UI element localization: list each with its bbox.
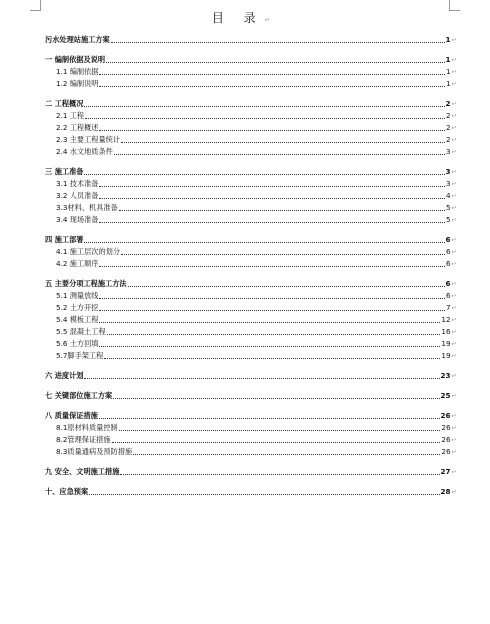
toc-entry-page-number: 6 bbox=[445, 247, 451, 256]
toc-entry-page-number: 12 bbox=[441, 315, 451, 324]
toc-entry-chapter[interactable] bbox=[45, 97, 457, 109]
dot-leader bbox=[84, 242, 444, 243]
paragraph-mark-icon: ↵ bbox=[451, 112, 457, 120]
paragraph-mark-icon: ↵ bbox=[451, 304, 457, 312]
toc-spacer bbox=[45, 45, 457, 53]
dot-leader bbox=[111, 42, 445, 43]
paragraph-mark-icon: ↵ bbox=[451, 436, 457, 444]
toc-spacer bbox=[45, 225, 457, 233]
toc-entry-label: 五 主要分项工程施工方法 bbox=[45, 279, 127, 288]
dot-leader bbox=[114, 154, 445, 155]
toc-title-text: 目 录 bbox=[211, 11, 264, 25]
toc-entry-page-number: 26 bbox=[441, 435, 451, 444]
toc-entry-page-number: 2 bbox=[445, 123, 451, 132]
dot-leader bbox=[89, 494, 439, 495]
toc-entry-label: 七 关键部位施工方案 bbox=[45, 391, 113, 400]
toc-entry-label: 三 施工准备 bbox=[45, 167, 84, 176]
toc-entry-page-number: 6 bbox=[445, 279, 451, 288]
paragraph-mark-icon: ↵ bbox=[451, 136, 457, 144]
toc-entry-section[interactable] bbox=[45, 245, 457, 257]
toc-entry-page-number: 6 bbox=[445, 291, 451, 300]
toc-entry-label: 2.4 水文地质条件 bbox=[56, 147, 113, 156]
toc-entry-label: 2.2 工程概述 bbox=[56, 123, 99, 132]
dot-leader bbox=[107, 334, 441, 335]
toc-spacer bbox=[45, 477, 457, 485]
dot-leader bbox=[99, 222, 445, 223]
toc-entry-page-number: 1 bbox=[445, 79, 451, 88]
toc-entry-label: 1.1 编制依据 bbox=[56, 67, 99, 76]
dot-leader bbox=[84, 174, 444, 175]
toc-entry-label: 8.3质量通病及预防措施 bbox=[56, 447, 133, 456]
toc-entry-page-number: 26 bbox=[441, 447, 451, 456]
paragraph-mark-icon: ↵ bbox=[451, 248, 457, 256]
paragraph-mark-icon: ↵ bbox=[451, 316, 457, 324]
toc-entry-page-number: 27 bbox=[440, 467, 451, 476]
toc-entry-label: 4.2 施工顺序 bbox=[56, 259, 99, 268]
toc-spacer bbox=[45, 381, 457, 389]
paragraph-mark-icon: ↵ bbox=[451, 424, 457, 432]
toc-entry-page-number: 1 bbox=[445, 55, 451, 64]
toc-entry-label: 5.4 模板工程 bbox=[56, 315, 99, 324]
toc-entry-label: 5.6 土方回填 bbox=[56, 339, 99, 348]
toc-entry-section[interactable] bbox=[45, 145, 457, 157]
toc-entry-chapter[interactable] bbox=[45, 233, 457, 245]
dot-leader bbox=[119, 430, 441, 431]
paragraph-mark-icon: ↵ bbox=[451, 292, 457, 300]
toc-entry-label: 八 质量保证措施 bbox=[45, 411, 98, 420]
toc-entry-section[interactable] bbox=[45, 201, 457, 213]
toc-entry-section[interactable] bbox=[45, 189, 457, 201]
toc-entry-section[interactable] bbox=[45, 313, 457, 325]
toc-entry-label: 十、应急预案 bbox=[45, 487, 89, 496]
paragraph-mark-icon: ↵ bbox=[264, 16, 279, 24]
toc-entry-page-number: 19 bbox=[441, 351, 451, 360]
paragraph-mark-icon: ↵ bbox=[451, 372, 457, 380]
toc-entry-page-number: 4 bbox=[445, 191, 451, 200]
toc-entry-chapter[interactable] bbox=[45, 369, 457, 381]
toc-spacer bbox=[45, 89, 457, 97]
toc-entry-label: 8.2管理保证措施 bbox=[56, 435, 111, 444]
paragraph-mark-icon: ↵ bbox=[451, 340, 457, 348]
toc-entry-label: 8.1原材料质量控制 bbox=[56, 423, 118, 432]
dot-leader bbox=[99, 186, 445, 187]
toc-entry-page-number: 16 bbox=[441, 327, 451, 336]
dot-leader bbox=[84, 106, 444, 107]
paragraph-mark-icon: ↵ bbox=[451, 216, 457, 224]
paragraph-mark-icon: ↵ bbox=[451, 68, 457, 76]
toc-entry-label: 2.3 主要工程量统计 bbox=[56, 135, 121, 144]
toc-entry-section[interactable] bbox=[45, 133, 457, 145]
toc-entry-page-number: 3 bbox=[445, 179, 451, 188]
toc-entry-page-number: 19 bbox=[441, 339, 451, 348]
toc-entry-page-number: 6 bbox=[445, 235, 451, 244]
dot-leader bbox=[120, 474, 439, 475]
toc-entry-chapter[interactable] bbox=[45, 33, 457, 45]
toc-entry-chapter[interactable] bbox=[45, 165, 457, 177]
toc-entry-section[interactable] bbox=[45, 445, 457, 457]
toc-entry-chapter[interactable] bbox=[45, 277, 457, 289]
dot-leader bbox=[99, 346, 440, 347]
toc-entry-label: 污水处理站施工方案 bbox=[45, 35, 110, 44]
toc-spacer bbox=[45, 269, 457, 277]
toc-entry-label: 九 安全、文明施工措施 bbox=[45, 467, 120, 476]
paragraph-mark-icon: ↵ bbox=[451, 100, 457, 108]
paragraph-mark-icon: ↵ bbox=[451, 468, 457, 476]
toc-entry-section[interactable] bbox=[45, 121, 457, 133]
toc-entry-section[interactable] bbox=[45, 301, 457, 313]
toc-entry-page-number: 1 bbox=[445, 35, 451, 44]
toc-entry-label: 二 工程概况 bbox=[45, 99, 84, 108]
toc-entry-page-number: 28 bbox=[440, 487, 451, 496]
dot-leader bbox=[99, 130, 445, 131]
paragraph-mark-icon: ↵ bbox=[451, 328, 457, 336]
toc-title bbox=[0, 9, 490, 26]
toc-entry-chapter[interactable] bbox=[45, 53, 457, 65]
paragraph-mark-icon: ↵ bbox=[451, 148, 457, 156]
dot-leader bbox=[113, 398, 439, 399]
toc-entry-section[interactable] bbox=[45, 421, 457, 433]
toc-entry-page-number: 25 bbox=[440, 391, 451, 400]
paragraph-mark-icon: ↵ bbox=[451, 236, 457, 244]
dot-leader bbox=[85, 118, 445, 119]
dot-leader bbox=[119, 210, 445, 211]
toc-spacer bbox=[45, 361, 457, 369]
paragraph-mark-icon: ↵ bbox=[451, 352, 457, 360]
toc-entry-section[interactable] bbox=[45, 433, 457, 445]
toc-entry-section[interactable] bbox=[45, 77, 457, 89]
toc-entry-label: 四 施工部署 bbox=[45, 235, 84, 244]
toc-entry-label: 3.4 现场准备 bbox=[56, 215, 99, 224]
toc-entry-label: 3.2 人员准备 bbox=[56, 191, 99, 200]
dot-leader bbox=[99, 86, 445, 87]
paragraph-mark-icon: ↵ bbox=[451, 260, 457, 268]
paragraph-mark-icon: ↵ bbox=[451, 56, 457, 64]
toc-entry-section[interactable] bbox=[45, 213, 457, 225]
toc-entry-section[interactable] bbox=[45, 65, 457, 77]
toc-entry-label: 一 编制依据及说明 bbox=[45, 55, 106, 64]
toc-entry-section[interactable] bbox=[45, 349, 457, 361]
paragraph-mark-icon: ↵ bbox=[451, 192, 457, 200]
toc-entry-section[interactable] bbox=[45, 289, 457, 301]
toc-entry-page-number: 7 bbox=[445, 303, 451, 312]
toc-entry-page-number: 23 bbox=[440, 371, 451, 380]
toc-entry-page-number: 5 bbox=[445, 203, 451, 212]
toc-spacer bbox=[45, 157, 457, 165]
toc-entry-chapter[interactable] bbox=[45, 389, 457, 401]
toc-entry-label: 5.5 混凝土工程 bbox=[56, 327, 106, 336]
paragraph-mark-icon: ↵ bbox=[451, 448, 457, 456]
toc-entry-chapter[interactable] bbox=[45, 485, 457, 497]
toc-entry-label: 5.7脚手架工程 bbox=[56, 351, 104, 360]
dot-leader bbox=[84, 378, 439, 379]
toc-spacer bbox=[45, 457, 457, 465]
dot-leader bbox=[99, 198, 445, 199]
dot-leader bbox=[99, 322, 440, 323]
paragraph-mark-icon: ↵ bbox=[451, 180, 457, 188]
toc-entry-page-number: 2 bbox=[445, 135, 451, 144]
paragraph-mark-icon: ↵ bbox=[451, 36, 457, 44]
paragraph-mark-icon: ↵ bbox=[451, 80, 457, 88]
toc-entry-label: 3.3材料、机具准备 bbox=[56, 203, 118, 212]
toc-entry-label: 六 进度计划 bbox=[45, 371, 84, 380]
toc-entry-label: 3.1 技术准备 bbox=[56, 179, 99, 188]
toc-entry-chapter[interactable] bbox=[45, 465, 457, 477]
toc-entry-page-number: 2 bbox=[445, 111, 451, 120]
toc-entry-page-number: 26 bbox=[440, 411, 451, 420]
dot-leader bbox=[99, 298, 445, 299]
toc-entry-section[interactable] bbox=[45, 257, 457, 269]
toc-entry-page-number: 3 bbox=[445, 167, 451, 176]
toc-entry-page-number: 1 bbox=[445, 67, 451, 76]
dot-leader bbox=[106, 62, 445, 63]
toc-entry-section[interactable] bbox=[45, 325, 457, 337]
dot-leader bbox=[99, 418, 440, 419]
dot-leader bbox=[99, 310, 445, 311]
dot-leader bbox=[128, 286, 445, 287]
toc-entry-section[interactable] bbox=[45, 177, 457, 189]
dot-leader bbox=[99, 266, 445, 267]
toc-entry-label: 2.1 工程 bbox=[56, 111, 85, 120]
paragraph-mark-icon: ↵ bbox=[451, 168, 457, 176]
toc-entry-section[interactable] bbox=[45, 109, 457, 121]
toc-entry-label: 5.2 土方开挖 bbox=[56, 303, 99, 312]
dot-leader bbox=[121, 142, 445, 143]
paragraph-mark-icon: ↵ bbox=[451, 280, 457, 288]
toc-entry-page-number: 3 bbox=[445, 147, 451, 156]
toc-entry-page-number: 26 bbox=[441, 423, 451, 432]
toc-entry-label: 4.1 施工层次的划分 bbox=[56, 247, 121, 256]
toc-entry-page-number: 5 bbox=[445, 215, 451, 224]
toc-entry-label: 5.1 测量放线 bbox=[56, 291, 99, 300]
paragraph-mark-icon: ↵ bbox=[451, 412, 457, 420]
dot-leader bbox=[112, 442, 441, 443]
toc-spacer bbox=[45, 401, 457, 409]
paragraph-mark-icon: ↵ bbox=[451, 488, 457, 496]
paragraph-mark-icon: ↵ bbox=[451, 124, 457, 132]
paragraph-mark-icon: ↵ bbox=[451, 392, 457, 400]
dot-leader bbox=[121, 254, 445, 255]
paragraph-mark-icon: ↵ bbox=[451, 204, 457, 212]
toc-entry-chapter[interactable] bbox=[45, 409, 457, 421]
dot-leader bbox=[104, 358, 440, 359]
dot-leader bbox=[133, 454, 440, 455]
toc-entry-page-number: 2 bbox=[445, 99, 451, 108]
dot-leader bbox=[99, 74, 445, 75]
toc-entry-page-number: 6 bbox=[445, 259, 451, 268]
toc-entry-section[interactable] bbox=[45, 337, 457, 349]
toc-entry-label: 1.2 编制说明 bbox=[56, 79, 99, 88]
table-of-contents bbox=[45, 33, 457, 497]
